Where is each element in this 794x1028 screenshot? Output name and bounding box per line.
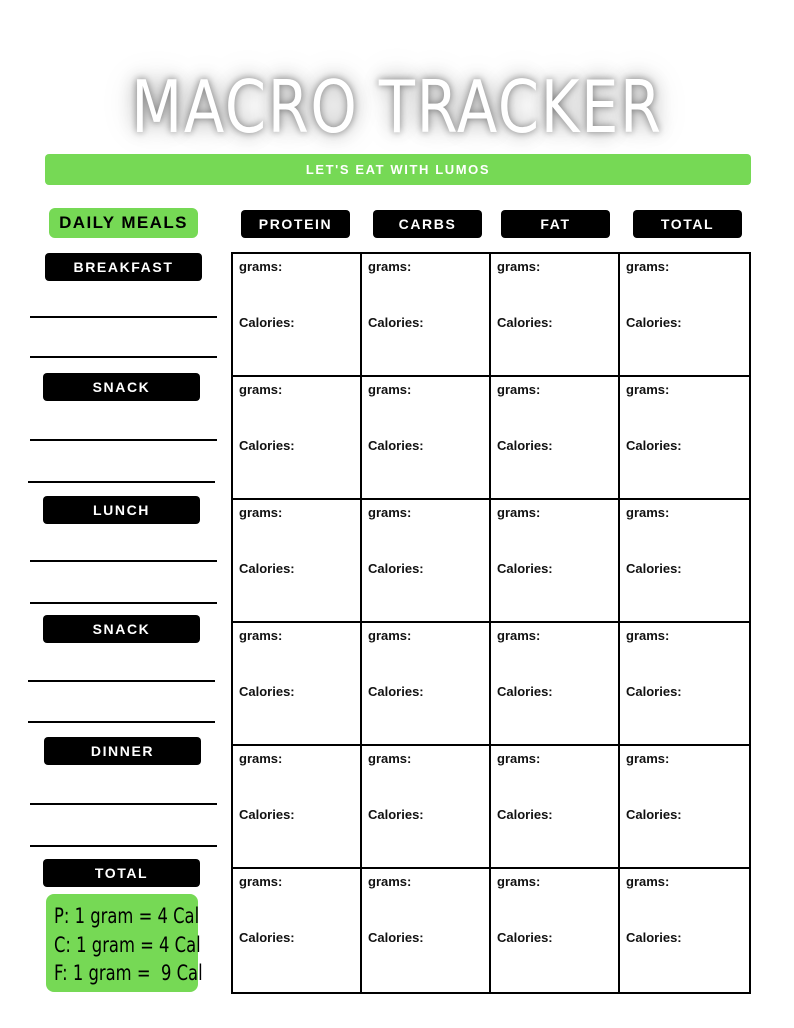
page-title: MACRO TRACKER <box>131 65 663 149</box>
grid-cell[interactable] <box>362 377 491 500</box>
calories-label: Calories: <box>626 684 682 699</box>
grams-label: grams: <box>497 382 541 397</box>
calories-label: Calories: <box>368 930 424 945</box>
calories-label: Calories: <box>497 684 553 699</box>
grid-cell[interactable] <box>233 254 362 377</box>
daily-meals-label: DAILY MEALS <box>49 208 198 238</box>
grid-cell[interactable] <box>362 500 491 623</box>
grid-cell[interactable] <box>491 623 620 746</box>
calories-label: Calories: <box>626 561 682 576</box>
grams-label: grams: <box>239 259 283 274</box>
meal-label-snack-1: SNACK <box>43 373 200 401</box>
calories-label: Calories: <box>626 438 682 453</box>
grams-label: grams: <box>239 628 283 643</box>
grams-label: grams: <box>368 382 412 397</box>
grams-label: grams: <box>368 874 412 889</box>
writing-line[interactable] <box>28 721 215 723</box>
column-header-fat: FAT <box>501 210 610 238</box>
column-header-protein: PROTEIN <box>241 210 350 238</box>
subtitle-banner: LET'S EAT WITH LUMOS <box>45 154 751 185</box>
grid-cell[interactable] <box>491 254 620 377</box>
meal-label-lunch: LUNCH <box>43 496 200 524</box>
grid-cell[interactable] <box>233 377 362 500</box>
grid-cell[interactable] <box>362 746 491 869</box>
meal-label-dinner: DINNER <box>44 737 201 765</box>
meal-label-snack-2: SNACK <box>43 615 200 643</box>
writing-line[interactable] <box>30 316 217 318</box>
calories-label: Calories: <box>239 807 295 822</box>
grams-label: grams: <box>497 874 541 889</box>
calories-label: Calories: <box>239 930 295 945</box>
grams-label: grams: <box>368 505 412 520</box>
calories-label: Calories: <box>626 315 682 330</box>
grams-label: grams: <box>626 505 670 520</box>
column-header-carbs: CARBS <box>373 210 482 238</box>
grams-label: grams: <box>626 751 670 766</box>
grid-cell[interactable] <box>233 869 362 992</box>
calories-label: Calories: <box>497 930 553 945</box>
calories-label: Calories: <box>368 684 424 699</box>
calories-label: Calories: <box>368 807 424 822</box>
grams-label: grams: <box>239 874 283 889</box>
writing-line[interactable] <box>28 481 215 483</box>
grid-cell[interactable] <box>620 254 749 377</box>
calories-label: Calories: <box>497 807 553 822</box>
grid-cell[interactable] <box>620 746 749 869</box>
grams-label: grams: <box>368 259 412 274</box>
calories-label: Calories: <box>368 315 424 330</box>
calories-label: Calories: <box>239 684 295 699</box>
grams-label: grams: <box>626 628 670 643</box>
grams-label: grams: <box>239 751 283 766</box>
writing-line[interactable] <box>30 803 217 805</box>
grid-cell[interactable] <box>233 746 362 869</box>
grid-cell[interactable] <box>491 869 620 992</box>
writing-line[interactable] <box>30 845 217 847</box>
grid-cell[interactable] <box>362 254 491 377</box>
grid-cell[interactable] <box>620 377 749 500</box>
grid-cell[interactable] <box>362 623 491 746</box>
meal-label-breakfast: BREAKFAST <box>45 253 202 281</box>
calories-label: Calories: <box>626 930 682 945</box>
grams-label: grams: <box>239 505 283 520</box>
grams-label: grams: <box>626 874 670 889</box>
grams-label: grams: <box>239 382 283 397</box>
grid-cell[interactable] <box>233 500 362 623</box>
grams-label: grams: <box>497 259 541 274</box>
grid-cell[interactable] <box>620 623 749 746</box>
macro-formula-box <box>46 894 203 992</box>
grams-label: grams: <box>368 751 412 766</box>
calories-label: Calories: <box>368 438 424 453</box>
meal-label-total: TOTAL <box>43 859 200 887</box>
grid-cell[interactable] <box>362 869 491 992</box>
writing-line[interactable] <box>30 602 217 604</box>
calories-label: Calories: <box>239 561 295 576</box>
grid-cell[interactable] <box>491 500 620 623</box>
writing-line[interactable] <box>30 356 217 358</box>
grams-label: grams: <box>497 505 541 520</box>
grid-cell[interactable] <box>491 377 620 500</box>
writing-line[interactable] <box>30 560 217 562</box>
macro-grid <box>231 252 751 994</box>
writing-line[interactable] <box>30 439 217 441</box>
calories-label: Calories: <box>497 561 553 576</box>
grams-label: grams: <box>497 751 541 766</box>
column-header-total: TOTAL <box>633 210 742 238</box>
grams-label: grams: <box>626 259 670 274</box>
grid-cell[interactable] <box>233 623 362 746</box>
protein-formula: P: 1 gram = 4 Cal <box>54 904 200 928</box>
calories-label: Calories: <box>626 807 682 822</box>
grams-label: grams: <box>626 382 670 397</box>
calories-label: Calories: <box>239 438 295 453</box>
grid-cell[interactable] <box>491 746 620 869</box>
writing-line[interactable] <box>28 680 215 682</box>
calories-label: Calories: <box>239 315 295 330</box>
fat-formula: F: 1 gram = 9 Cal <box>54 961 203 985</box>
grid-cell[interactable] <box>620 500 749 623</box>
grams-label: grams: <box>368 628 412 643</box>
calories-label: Calories: <box>368 561 424 576</box>
grid-cell[interactable] <box>620 869 749 992</box>
grams-label: grams: <box>497 628 541 643</box>
carbs-formula: C: 1 gram = 4 Cal <box>54 932 201 957</box>
calories-label: Calories: <box>497 315 553 330</box>
calories-label: Calories: <box>497 438 553 453</box>
